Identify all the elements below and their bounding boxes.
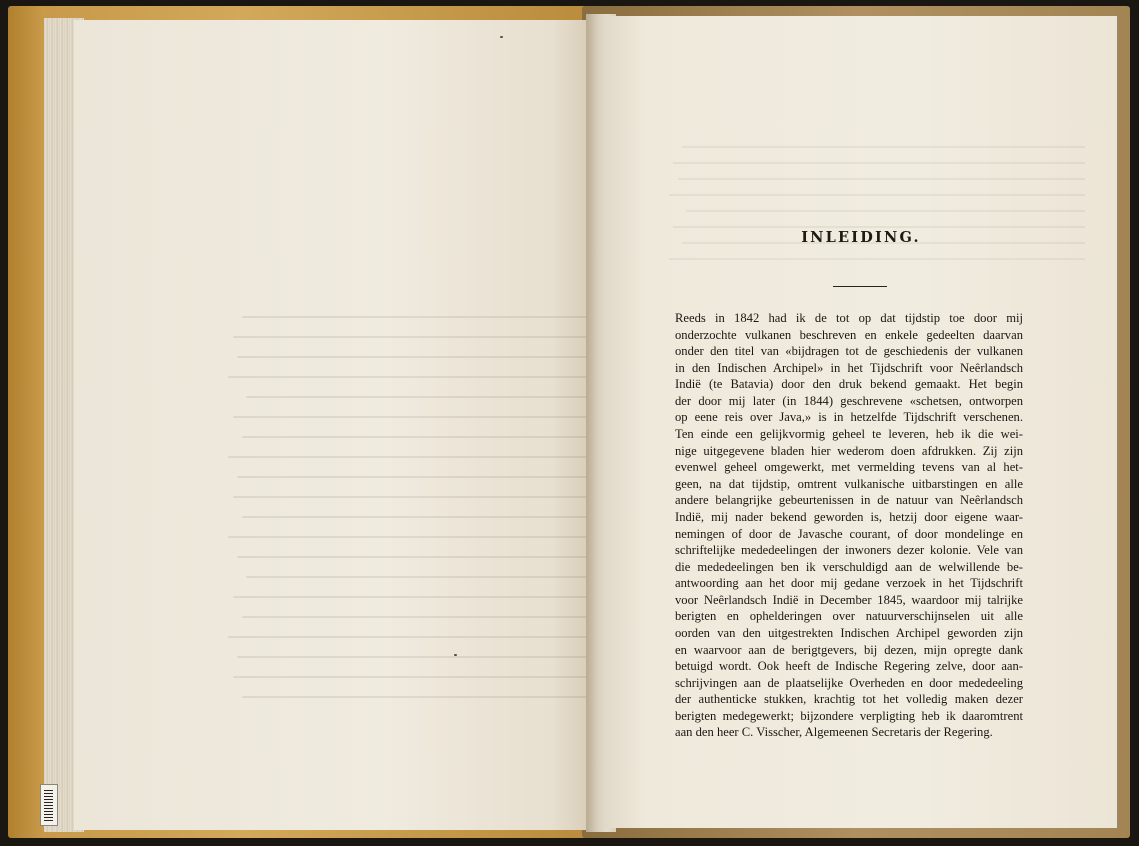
paper-speck (454, 654, 457, 656)
text-line: antwoording aan het door mij gedane verzoek in het Tijdschrift (675, 576, 1023, 591)
paper-speck (500, 36, 503, 38)
text-line: geen, na dat tijdstip, omtrent vulkanische uitbarstingen en alle (675, 476, 1023, 491)
text-line: der authenticke stukken, krachtig tot het volledig maken dezer (675, 692, 1023, 707)
heading-rule (833, 286, 887, 287)
chapter-heading: INLEIDING. (801, 229, 921, 246)
text-line: Indië, mij nader bekend geworden is, hetzij door eigene waar- (675, 509, 1023, 524)
text-line: Indië (te Batavia) door den druk bekend gemaakt. Het begin (675, 377, 1023, 392)
text-line: nige uitgegevene bladen hier wederom doen afdrukken. Zij zijn (675, 443, 1023, 458)
text-line: in den Indischen Archipel» in het Tijdschrift voor Neêrlandsch (675, 360, 1023, 375)
left-page-blank (74, 20, 594, 830)
text-line: der door mij later (in 1844) geschrevene «schetsen, ontworpen (675, 393, 1023, 408)
text-line: berigten en ophelderingen over natuurverschijnselen uit alle (675, 609, 1023, 624)
text-line: schriftelijke mededeelingen der inwoners dezer kolonie. Vele van (675, 543, 1023, 558)
text-line: schrijvingen aan de plaatselijke Overheden en door mededeeling (675, 675, 1023, 690)
text-line: nemingen of door de Javasche courant, of door mondelinge en (675, 526, 1023, 541)
text-line: oorden van den uitgestrekten Indischen Archipel geworden zijn (675, 625, 1023, 640)
text-line: Reeds in 1842 had ik de tot op dat tijdstip toe door mij (675, 311, 1023, 325)
text-line: op eene reis over Java,» is in hetzelfde Tijdschrift verschenen. (675, 410, 1023, 425)
right-page (605, 16, 1117, 828)
text-line: onderzochte vulkanen beschreven en enkele gedeelten daarvan (675, 327, 1023, 342)
text-line: betuigd wordt. Ook heeft de Indische Regering zelve, door aan- (675, 659, 1023, 674)
bleed-through-text (665, 146, 1085, 306)
text-line: en waarvoor aan de berigtgevers, bij dezen, mijn opregte dank (675, 642, 1023, 657)
barcode-icon (44, 789, 53, 821)
text-line: voor Neêrlandsch Indië in December 1845, waardoor mij talrijke (675, 592, 1023, 607)
text-line: aan den heer C. Visscher, Algemeenen Secretaris der Regering. (675, 725, 993, 740)
body-paragraph (675, 310, 1023, 741)
text-line: andere belangrijke gebeurtenissen in de natuur van Neêrlandsch (675, 493, 1023, 508)
text-line: evenwel geheel omgewerkt, met vermelding tevens van al het- (675, 460, 1023, 475)
text-line: Ten einde een gelijkvormig geheel te leveren, heb ik die wei- (675, 427, 1023, 442)
text-line: berigten medegewerkt; bijzondere verpligting heb ik daaromtrent (675, 708, 1023, 723)
text-line: die mededeelingen ben ik verschuldigd aan de welwillende be- (675, 559, 1023, 574)
library-barcode-label (40, 784, 58, 826)
text-line: onder den titel van «bijdragen tot de geschiedenis der vulkanen (675, 344, 1023, 359)
